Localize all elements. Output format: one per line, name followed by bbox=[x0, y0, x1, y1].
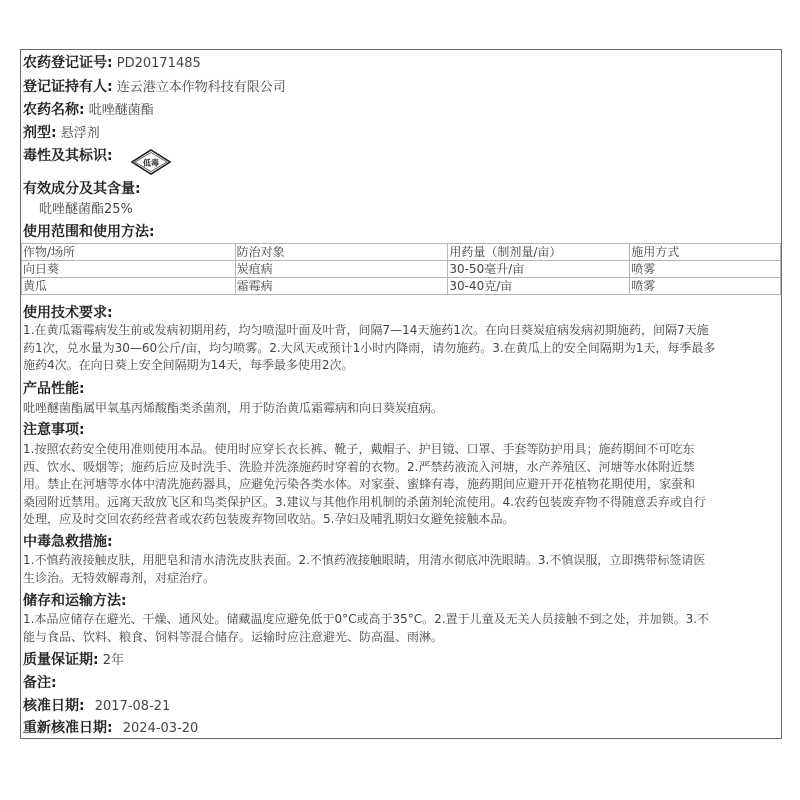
reapproval-date-row: 重新核准日期: 2024-03-20 bbox=[23, 720, 199, 736]
low-toxicity-icon bbox=[131, 149, 171, 175]
registration-number: PD20171485 bbox=[116, 56, 201, 71]
approval-date: 2017-08-21 bbox=[94, 699, 171, 714]
formulation-row: 剂型: 悬浮剂 bbox=[23, 125, 100, 141]
table-row: 向日葵 炭疽病 30-50毫升/亩 喷雾 bbox=[22, 261, 781, 278]
toxicity-row: 毒性及其标识: bbox=[23, 148, 113, 164]
performance-label-row: 产品性能: bbox=[23, 381, 85, 397]
tech-label-row: 使用技术要求: bbox=[23, 305, 113, 321]
caution-label-row: 注意事项: bbox=[23, 422, 85, 438]
holder-name: 连云港立本作物科技有限公司 bbox=[116, 80, 286, 95]
table-header-row: 作物/场所 防治对象 用药量（制剂量/亩） 施用方式 bbox=[22, 244, 781, 261]
caution-text: 1.按照农药安全使用准则使用本品。使用时应穿长衣长裤、靴子，戴帽子、护目镜、口罩、手套等防护用具；施药期间不可吃东 西、饮水、吸烟等；施药后应及时洗手、洗脸并洗涤施药时穿着的衣物。2.严禁药液流入河塘，水产养殖区、河塘等水体附近禁 用。禁止在河塘等水体中清洗施药器具，应避免污染各类水体。对家蚕、蜜蜂有毒，施药期间应避开开花植物花期使用，家蚕和 桑园附近禁用。远离天敌放飞区和鸟类保护区。3.建议与其他作用机制的杀菌剂轮流使用。4.农药包装废弃物不得随意丢弃或自行 处理，应及时交回农药经营者或农药包装废弃物回收站。5.孕妇及哺乳期妇女避免接触本品。 bbox=[23, 442, 706, 526]
ingredient-value: 吡唑醚菌酯25% bbox=[39, 202, 133, 217]
tech-requirements-text: 1.在黄瓜霜霉病发生前或发病初期用药，均匀喷湿叶面及叶背，间隔7—14天施药1次。在向日葵炭疽病发病初期施药，间隔7天施 药1次，兑水量为30—60公斤/亩，均匀喷雾。2.大风天或预计1小时内降雨，请勿施药。3.在黄瓜上的安全间隔期为1天，每季最多 施药4次。在向日葵上安全间隔期为14天，每季最多使用2次。 bbox=[23, 323, 716, 372]
approval-date-row: 核准日期: 2017-08-21 bbox=[23, 698, 171, 714]
shelf-life-row: 质量保证期: 2年 bbox=[23, 652, 125, 668]
product-name-row: 农药名称: 吡唑醚菌酯 bbox=[23, 102, 154, 118]
holder-row: 登记证持有人: 连云港立本作物科技有限公司 bbox=[23, 79, 286, 95]
table-row: 黄瓜 霜霉病 30-40克/亩 喷雾 bbox=[22, 278, 781, 295]
pesticide-registration-document bbox=[20, 49, 782, 739]
toxicity-badge-text: 低毒 bbox=[143, 158, 159, 168]
storage-text: 1.本品应储存在避光、干燥、通风处。储藏温度应避免低于0°C或高于35°C。2.置于儿童及无关人员接触不到之处，并加锁。3.不 能与食品、饮料、粮食、饲料等混合储存。运输时应注意避光、防高温、雨淋。 bbox=[23, 612, 710, 644]
remark-row: 备注: bbox=[23, 675, 57, 691]
shelf-life: 2年 bbox=[102, 653, 125, 668]
first-aid-label-row: 中毒急救措施: bbox=[23, 534, 113, 550]
product-name: 吡唑醚菌酯 bbox=[88, 103, 154, 118]
first-aid-text: 1.不慎药液接触皮肤，用肥皂和清水清洗皮肤表面。2.不慎药液接触眼睛，用清水彻底冲洗眼睛。3.不慎误服，立即携带标签请医 生诊治。无特效解毒剂，对症治疗。 bbox=[23, 553, 706, 585]
registration-number-row: 农药登记证号: PD20171485 bbox=[23, 55, 201, 71]
formulation: 悬浮剂 bbox=[60, 126, 100, 141]
reapproval-date: 2024-03-20 bbox=[122, 721, 199, 736]
usage-label-row: 使用范围和使用方法: bbox=[23, 224, 155, 240]
storage-label-row: 储存和运输方法: bbox=[23, 593, 127, 609]
usage-table bbox=[21, 243, 781, 295]
ingredient-label-row: 有效成分及其含量: bbox=[23, 181, 141, 197]
performance-text: 吡唑醚菌酯属甲氧基丙烯酸酯类杀菌剂，用于防治黄瓜霜霉病和向日葵炭疽病。 bbox=[23, 401, 444, 415]
